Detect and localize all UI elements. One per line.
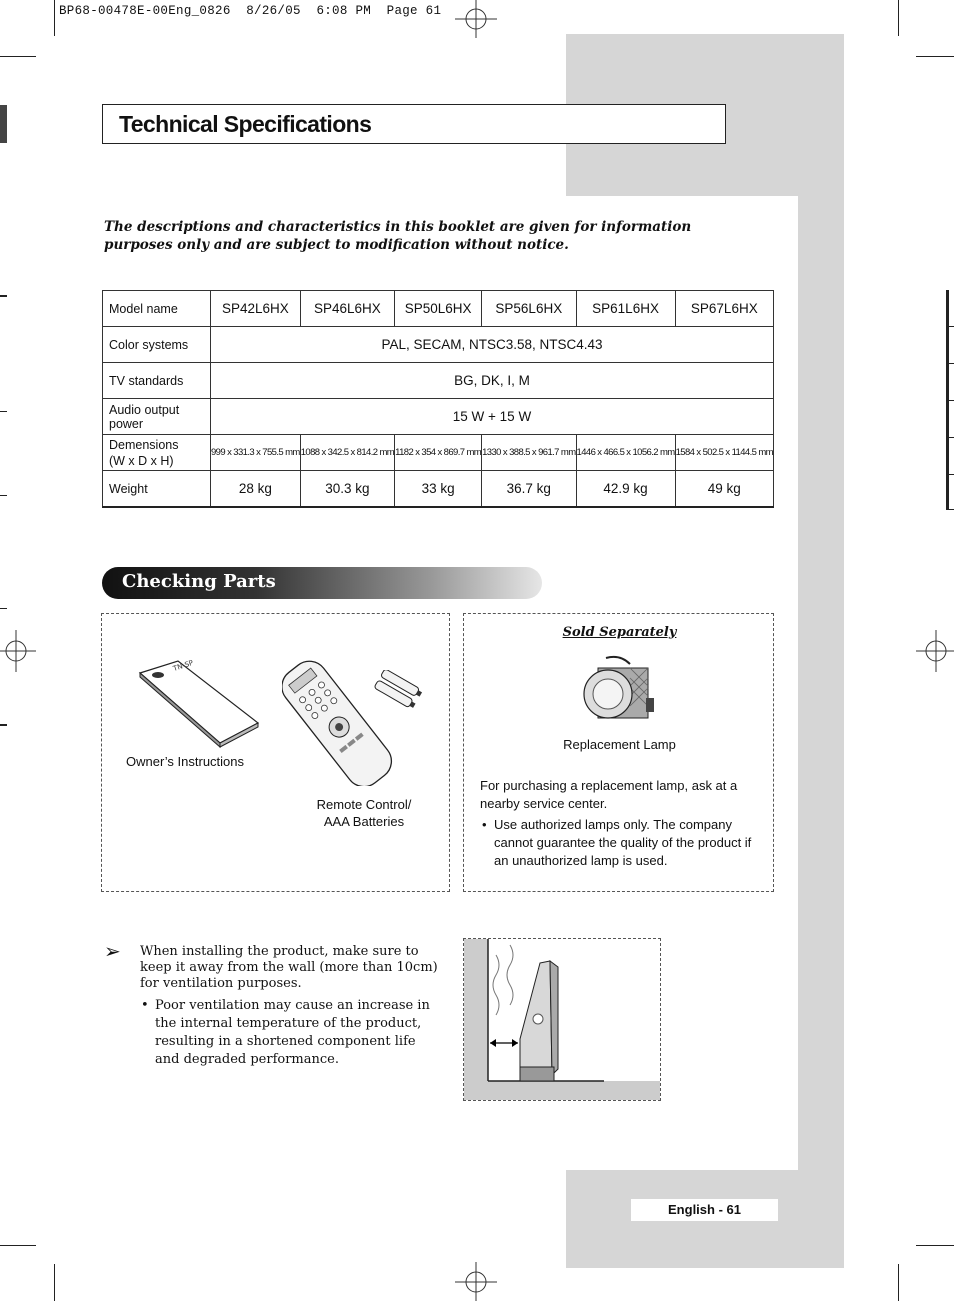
- install-note-bullet: [141, 997, 441, 1069]
- remote-label-line2: AAA Batteries: [323, 814, 405, 829]
- section-heading-bar: [102, 567, 542, 599]
- weight-cell: 36.7 kg: [482, 471, 576, 508]
- install-bullet-text: Poor ventilation may cause an increase in the internal temperature of the product, resulting in a shortened component life and degraded performance.: [155, 998, 430, 1067]
- row-label-audio: Audio output power: [103, 399, 211, 435]
- dimension-cell: 1330 x 388.5 x 961.7 mm: [482, 435, 576, 471]
- sold-separately-heading: Sold Separately: [562, 625, 677, 640]
- lamp-bullet-text: Use authorized lamps only. The company cannot guarantee the quality of the product if an unauthorized lamp is used.: [494, 817, 752, 868]
- sold-separately-box: [463, 613, 774, 892]
- row-label-dimensions: [103, 435, 211, 471]
- registration-mark-right: [916, 630, 954, 672]
- included-parts-box: [101, 613, 450, 892]
- dimension-cell: 1182 x 354 x 869.7 mm: [395, 435, 482, 471]
- row-label-weight: Weight: [103, 471, 211, 508]
- remote-control-icon: [282, 646, 422, 786]
- model-cell: SP50L6HX: [395, 291, 482, 327]
- ventilation-diagram: [464, 939, 660, 1100]
- replacement-lamp-label: Replacement Lamp: [563, 737, 676, 752]
- section-heading: Checking Parts: [122, 571, 276, 592]
- weight-cell: 33 kg: [395, 471, 482, 508]
- dimension-cell: 1446 x 466.5 x 1056.2 mm: [576, 435, 675, 471]
- model-cell: SP42L6HX: [210, 291, 300, 327]
- table-row: [103, 291, 774, 327]
- install-note-main: When installing the product, make sure to keep it away from the wall (more than 10cm) for ventilation purposes.: [140, 944, 438, 991]
- audio-output-value: 15 W + 15 W: [210, 399, 773, 435]
- tv-standards-value: BG, DK, I, M: [210, 363, 773, 399]
- remote-control-label: [298, 796, 430, 830]
- title-box: [102, 104, 726, 144]
- model-cell: SP67L6HX: [675, 291, 773, 327]
- weight-cell: 30.3 kg: [300, 471, 394, 508]
- dim-label-line2: (W x D x H): [109, 453, 174, 468]
- bullet-dot: •: [482, 817, 487, 832]
- note-arrow-icon: ➢: [104, 941, 121, 963]
- table-row: [103, 363, 774, 399]
- print-header: BP68-00478E-00Eng_0826 8/26/05 6:08 PM Page 61: [59, 4, 442, 18]
- weight-cell: 28 kg: [210, 471, 300, 508]
- page-title: Technical Specifications: [119, 111, 372, 137]
- color-systems-value: PAL, SECAM, NTSC3.58, NTSC4.43: [210, 327, 773, 363]
- weight-cell: 42.9 kg: [576, 471, 675, 508]
- registration-mark-bottom: [455, 1262, 497, 1301]
- owners-instructions-label: Owner’s Instructions: [126, 754, 245, 769]
- model-cell: SP46L6HX: [300, 291, 394, 327]
- model-cell: SP61L6HX: [576, 291, 675, 327]
- ventilation-illustration-box: [463, 938, 661, 1101]
- model-cell: SP56L6HX: [482, 291, 576, 327]
- lamp-purchase-note: For purchasing a replacement lamp, ask at a nearby service center.: [480, 778, 738, 811]
- grey-panel-side: [798, 34, 844, 1268]
- row-label-model: Model name: [103, 291, 211, 327]
- page-number: English - 61: [631, 1199, 778, 1221]
- intro-disclaimer: The descriptions and characteristics in this booklet are given for information purposes only and are subject to modification without notice.: [104, 219, 692, 253]
- dimension-cell: 999 x 331.3 x 755.5 mm: [210, 435, 300, 471]
- dim-label-line1: Demensions: [109, 437, 179, 452]
- registration-mark-top: [455, 0, 497, 38]
- table-row: [103, 327, 774, 363]
- lamp-bullet-note: [480, 816, 764, 870]
- weight-cell: 49 kg: [675, 471, 773, 508]
- table-row: [103, 399, 774, 435]
- table-row: [103, 471, 774, 508]
- row-label-color: Color systems: [103, 327, 211, 363]
- table-row: [103, 435, 774, 471]
- row-label-tv: TV standards: [103, 363, 211, 399]
- svg-text:TN-SP: TN-SP: [172, 659, 195, 673]
- registration-mark-left: [0, 630, 36, 672]
- dimension-cell: 1584 x 502.5 x 1144.5 mm: [675, 435, 773, 471]
- remote-label-line1: Remote Control/: [316, 797, 412, 812]
- spec-table: [102, 290, 774, 508]
- batteries-icon: [370, 670, 426, 710]
- bullet-dot: •: [141, 998, 149, 1013]
- replacement-lamp-icon: [580, 654, 660, 726]
- manual-booklet-icon: [138, 659, 260, 749]
- dimension-cell: 1088 x 342.5 x 814.2 mm: [300, 435, 394, 471]
